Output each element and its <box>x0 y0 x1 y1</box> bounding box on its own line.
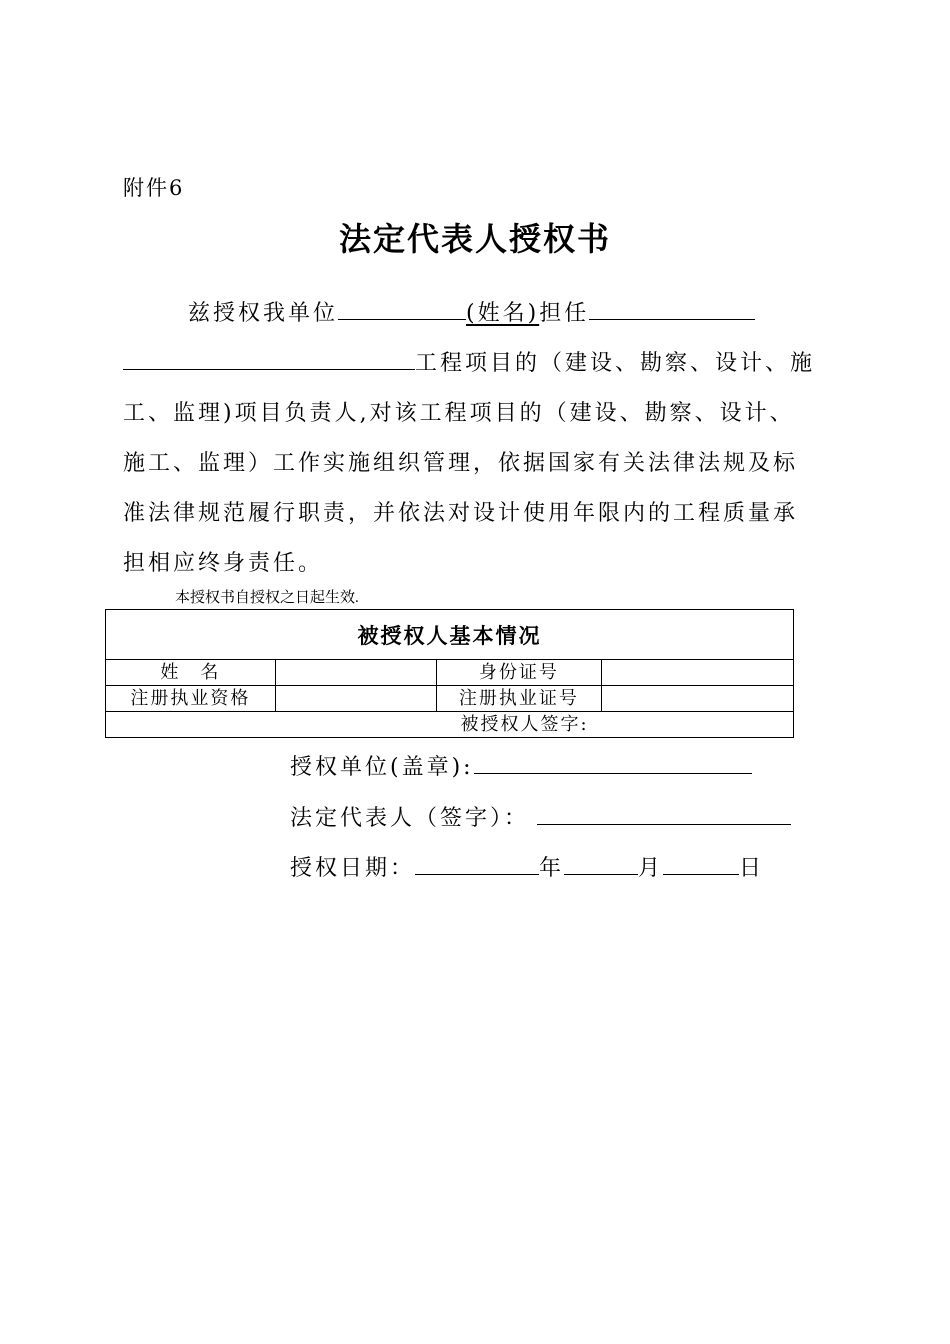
line1-suffix: 担任 <box>539 301 590 326</box>
name-hint: (姓名) <box>466 301 540 326</box>
grantee-signature-label: 被授权人签字: <box>460 713 589 735</box>
paragraph-line-1 <box>188 296 755 327</box>
grantee-signature-cell[interactable] <box>106 712 794 738</box>
project-blank-1[interactable] <box>589 297 755 320</box>
paragraph-line-2 <box>123 346 815 377</box>
table-heading: 被授权人基本情况 <box>106 610 794 660</box>
month-label: 月 <box>638 856 664 881</box>
certificate-number-value-cell[interactable] <box>602 686 794 712</box>
document-title: 法定代表人授权书 <box>338 220 611 258</box>
qualification-label: 注册执业资格 <box>106 686 276 712</box>
paragraph-line-5: 准法律规范履行职责，并依法对设计使用年限内的工程质量承 <box>123 501 799 526</box>
attachment-label: 附件6 <box>123 176 185 200</box>
grantee-info-table <box>105 609 794 738</box>
date-label: 授权日期： <box>290 856 416 881</box>
certificate-number-label: 注册执业证号 <box>436 686 602 712</box>
legal-rep-line <box>290 801 791 832</box>
day-label: 日 <box>739 856 765 881</box>
paragraph-line-3: 工、监理)项目负责人,对该工程项目的（建设、勘察、设计、 <box>123 401 795 426</box>
line1-prefix: 兹授权我单位 <box>188 301 339 326</box>
authorizing-unit-label: 授权单位(盖章): <box>290 755 474 780</box>
legal-rep-blank[interactable] <box>537 802 791 825</box>
name-label: 姓 名 <box>106 660 276 686</box>
authorizing-unit-blank[interactable] <box>474 751 752 774</box>
line2-text: 工程项目的（建设、勘察、设计、施 <box>415 351 816 376</box>
year-blank[interactable] <box>415 852 539 875</box>
unit-blank[interactable] <box>338 297 466 320</box>
id-number-label: 身份证号 <box>436 660 602 686</box>
project-blank-2[interactable] <box>123 347 415 370</box>
legal-rep-label: 法定代表人（签字）： <box>290 806 530 831</box>
name-value-cell[interactable] <box>275 660 436 686</box>
id-number-value-cell[interactable] <box>602 660 794 686</box>
qualification-value-cell[interactable] <box>275 686 436 712</box>
month-blank[interactable] <box>564 852 638 875</box>
authorization-date-line <box>290 851 764 882</box>
paragraph-line-4: 施工、监理）工作实施组织管理，依据国家有关法律法规及标 <box>123 451 799 476</box>
authorizing-unit-line <box>290 750 752 781</box>
year-label: 年 <box>539 856 565 881</box>
paragraph-line-6: 担相应终身责任。 <box>123 551 324 576</box>
validity-note: 本授权书自授权之日起生效. <box>175 590 359 606</box>
day-blank[interactable] <box>663 852 739 875</box>
